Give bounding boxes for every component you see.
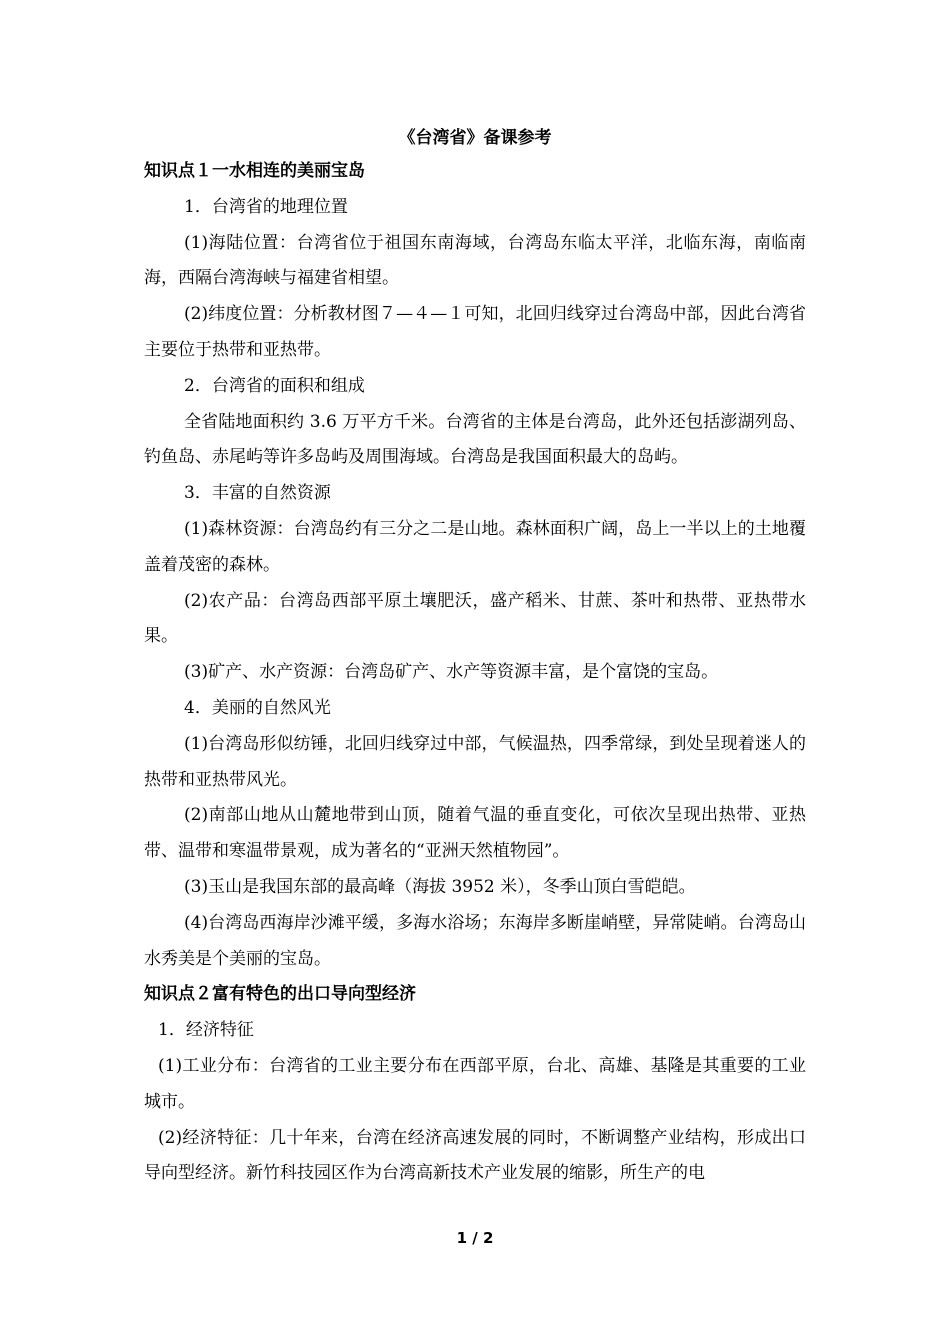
body-paragraph: 1．台湾省的地理位置 <box>184 196 348 217</box>
body-paragraph: (3)玉山是我国东部的最高峰（海拔 3952 米），冬季山顶白雪皑皑。 <box>184 876 696 897</box>
body-paragraph: (1)台湾岛形似纺锤，北回归线穿过中部，气候温热，四季常绿，到处呈现着迷人的热带和亚热带风光。 <box>144 733 806 790</box>
body-paragraph: (2)纬度位置：分析教材图７—４—１可知，北回归线穿过台湾岛中部，因此台湾省主要位于热带和亚热带。 <box>144 304 806 360</box>
body-paragraph: 2．台湾省的面积和组成 <box>184 375 365 396</box>
body-paragraph: (1)森林资源：台湾岛约有三分之二是山地。森林面积广阔，岛上一半以上的土地覆盖着茂密的森林。 <box>144 518 806 575</box>
body-paragraph: (2)农产品：台湾岛西部平原土壤肥沃，盛产稻米、甘蔗、茶叶和热带、亚热带水果。 <box>144 590 806 647</box>
body-paragraph: 4．美丽的自然风光 <box>184 697 331 718</box>
body-paragraph: (2)南部山地从山麓地带到山顶，随着气温的垂直变化，可依次呈现出热带、亚热带、温带和寒温带景观，成为著名的“亚洲天然植物园”。 <box>144 805 806 862</box>
body-paragraph: (2)经济特征：几十年来，台湾在经济高速发展的同时，不断调整产业结构，形成出口导向型经济。新竹科技园区作为台湾高新技术产业发展的缩影，所生产的电 <box>144 1127 806 1184</box>
body-paragraph: 全省陆地面积约 3.6 万平方千米。台湾省的主体是台湾岛，此外还包括澎湖列岛、钓鱼岛、赤尾屿等许多岛屿及周围海域。台湾岛是我国面积最大的岛屿。 <box>144 411 806 468</box>
page-number: 1 / 2 <box>456 1229 494 1247</box>
document-title: 《台湾省》备课参考 <box>398 128 552 148</box>
section-heading: 知识点１一水相连的美丽宝岛 <box>144 161 365 181</box>
body-paragraph: (1)工业分布：台湾省的工业主要分布在西部平原，台北、高雄、基隆是其重要的工业城市。 <box>144 1055 806 1112</box>
body-paragraph: 3．丰富的自然资源 <box>184 483 331 504</box>
body-paragraph: (4)台湾岛西海岸沙滩平缓，多海水浴场；东海岸多断崖峭壁，异常陡峭。台湾岛山水秀美是个美丽的宝岛。 <box>144 912 806 969</box>
body-paragraph: (1)海陆位置：台湾省位于祖国东南海域，台湾岛东临太平洋，北临东海，南临南海，西隔台湾海峡与福建省相望。 <box>144 232 806 289</box>
section-heading: 知识点２富有特色的出口导向型经济 <box>144 984 416 1005</box>
body-paragraph: 1．经济特征 <box>158 1020 254 1041</box>
body-paragraph: (3)矿产、水产资源：台湾岛矿产、水产等资源丰富，是个富饶的宝岛。 <box>184 662 719 683</box>
document-body <box>144 154 806 1192</box>
